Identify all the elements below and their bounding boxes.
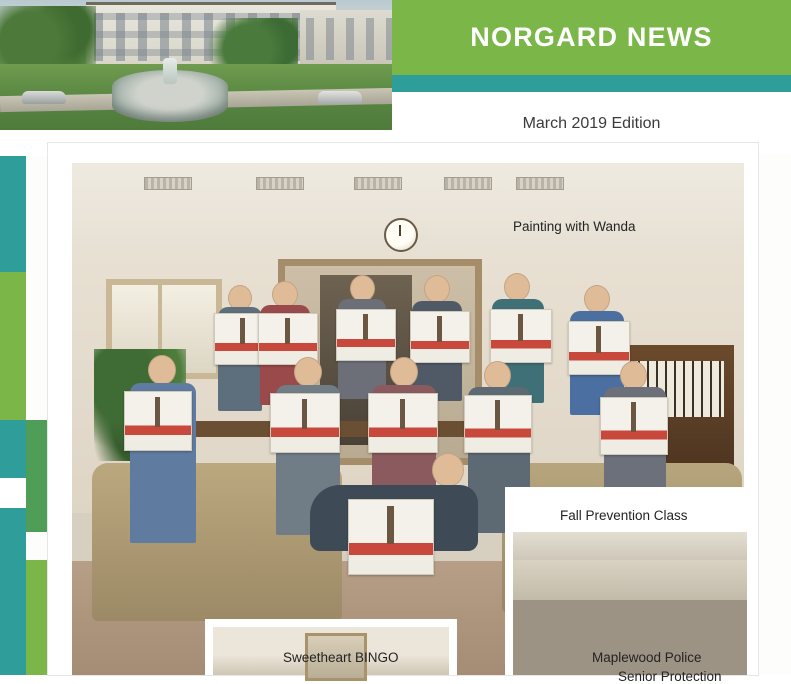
ceiling bbox=[513, 532, 747, 562]
participant-head bbox=[484, 361, 511, 390]
participant-head bbox=[294, 357, 322, 387]
parked-car bbox=[22, 91, 66, 104]
side-table bbox=[194, 421, 494, 437]
participant-head bbox=[390, 357, 418, 387]
artwork-canvas bbox=[270, 393, 340, 453]
ceiling-vent bbox=[444, 177, 492, 190]
decor-bar-teal bbox=[0, 508, 26, 675]
caption-fall-prevention: Fall Prevention Class bbox=[560, 508, 688, 523]
fountain bbox=[112, 70, 228, 122]
caption-sweetheart-bingo: Sweetheart BINGO bbox=[283, 650, 399, 665]
participant-head bbox=[584, 285, 610, 313]
participant-head bbox=[504, 273, 530, 301]
decor-bar-gap bbox=[0, 478, 26, 508]
artwork-canvas bbox=[410, 311, 470, 363]
participant-head bbox=[424, 275, 450, 303]
caption-maplewood-police: Maplewood Police bbox=[592, 650, 702, 665]
ceiling-vent bbox=[144, 177, 192, 190]
edition-label: March 2019 Edition bbox=[522, 115, 661, 132]
ceiling-vent bbox=[354, 177, 402, 190]
artwork-canvas bbox=[464, 395, 532, 453]
decor-bar-green bbox=[0, 272, 26, 420]
artwork-canvas bbox=[600, 397, 668, 455]
ceiling-vent bbox=[516, 177, 564, 190]
parked-car bbox=[318, 91, 362, 104]
artwork-canvas bbox=[368, 393, 438, 453]
participant-head bbox=[272, 281, 298, 308]
header-teal-strip bbox=[392, 75, 791, 92]
ceiling-vent bbox=[256, 177, 304, 190]
decor-bar-green bbox=[26, 420, 48, 532]
caption-maplewood-police-line2: Senior Protection bbox=[618, 669, 722, 684]
artwork-canvas bbox=[490, 309, 552, 363]
header-band bbox=[392, 0, 791, 75]
participant-head bbox=[620, 361, 647, 390]
decor-bar-teal bbox=[0, 156, 26, 272]
decor-bar-teal bbox=[0, 420, 26, 478]
participant-head bbox=[148, 355, 176, 385]
participant-head bbox=[432, 453, 464, 487]
participant-head bbox=[350, 275, 375, 302]
artwork-canvas bbox=[124, 391, 192, 451]
building-secondary bbox=[300, 10, 398, 66]
wall-clock bbox=[384, 218, 418, 252]
artwork-canvas bbox=[336, 309, 396, 361]
caption-painting-with-wanda: Painting with Wanda bbox=[513, 219, 636, 234]
artwork-canvas bbox=[568, 321, 630, 375]
artwork-canvas bbox=[348, 499, 434, 575]
exterior-building-photo bbox=[0, 0, 398, 130]
decor-bar-green bbox=[26, 560, 48, 675]
newsletter-title: NORGARD NEWS bbox=[470, 22, 713, 52]
